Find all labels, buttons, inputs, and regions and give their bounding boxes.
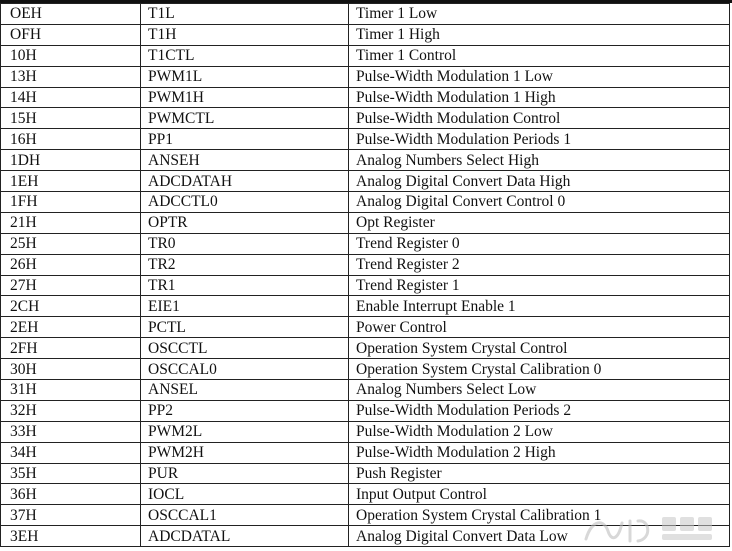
- register-name: PWM2L: [141, 421, 349, 442]
- register-name: PWM1L: [141, 66, 349, 87]
- table-row: [1, 150, 730, 171]
- register-name: TR2: [141, 254, 349, 275]
- register-address: 1FH: [1, 192, 141, 213]
- register-address: 1EH: [1, 171, 141, 192]
- register-name: EIE1: [141, 296, 349, 317]
- register-description: Analog Numbers Select Low: [349, 380, 730, 401]
- register-name: PUR: [141, 463, 349, 484]
- table-row: [1, 45, 730, 66]
- register-description: Push Register: [349, 463, 730, 484]
- table-row: [1, 275, 730, 296]
- register-description: Analog Numbers Select High: [349, 150, 730, 171]
- register-address: 14H: [1, 87, 141, 108]
- register-address: 30H: [1, 359, 141, 380]
- register-name: ADCCTL0: [141, 192, 349, 213]
- register-name: PP1: [141, 129, 349, 150]
- register-address: 10H: [1, 45, 141, 66]
- register-address: 36H: [1, 484, 141, 505]
- register-name: OPTR: [141, 212, 349, 233]
- register-name: T1CTL: [141, 45, 349, 66]
- register-name: TR1: [141, 275, 349, 296]
- register-name: PWM2H: [141, 442, 349, 463]
- register-name: TR0: [141, 233, 349, 254]
- register-name: ANSEL: [141, 380, 349, 401]
- table-row: [1, 338, 730, 359]
- register-name: OSCCAL1: [141, 505, 349, 526]
- register-address: 21H: [1, 212, 141, 233]
- register-description: Pulse-Width Modulation Periods 1: [349, 129, 730, 150]
- register-name: OSCCTL: [141, 338, 349, 359]
- table-row: [1, 233, 730, 254]
- register-address: 37H: [1, 505, 141, 526]
- register-address: 3EH: [1, 526, 141, 547]
- register-name: PP2: [141, 400, 349, 421]
- register-address: 25H: [1, 233, 141, 254]
- table-row: [1, 380, 730, 401]
- register-name: PWM1H: [141, 87, 349, 108]
- register-description: Pulse-Width Modulation 1 High: [349, 87, 730, 108]
- register-address: 27H: [1, 275, 141, 296]
- table-row: [1, 421, 730, 442]
- register-name: T1L: [141, 4, 349, 25]
- table-row: [1, 254, 730, 275]
- register-description: Operation System Crystal Calibration 0: [349, 359, 730, 380]
- register-address: 32H: [1, 400, 141, 421]
- register-address: 2CH: [1, 296, 141, 317]
- table-row: [1, 359, 730, 380]
- register-address: 2FH: [1, 338, 141, 359]
- register-description: Operation System Crystal Control: [349, 338, 730, 359]
- table-row: [1, 4, 730, 25]
- table-row: [1, 129, 730, 150]
- table-row: [1, 24, 730, 45]
- register-name: T1H: [141, 24, 349, 45]
- register-address: 35H: [1, 463, 141, 484]
- table-row: [1, 108, 730, 129]
- table-row: [1, 400, 730, 421]
- register-description: Enable Interrupt Enable 1: [349, 296, 730, 317]
- table-row: [1, 87, 730, 108]
- register-description: Timer 1 Low: [349, 4, 730, 25]
- table-row: [1, 484, 730, 505]
- register-description: Trend Register 1: [349, 275, 730, 296]
- register-address: 33H: [1, 421, 141, 442]
- table-row: [1, 192, 730, 213]
- register-description: Power Control: [349, 317, 730, 338]
- register-address: 2EH: [1, 317, 141, 338]
- table-row: [1, 296, 730, 317]
- table-row: [1, 526, 730, 547]
- register-description: Analog Digital Convert Data Low: [349, 526, 730, 547]
- register-name: PWMCTL: [141, 108, 349, 129]
- register-address: 1DH: [1, 150, 141, 171]
- register-name: ANSEH: [141, 150, 349, 171]
- register-description: Pulse-Width Modulation Periods 2: [349, 400, 730, 421]
- table-row: [1, 505, 730, 526]
- register-description: Timer 1 Control: [349, 45, 730, 66]
- register-address: 34H: [1, 442, 141, 463]
- register-name: ADCDATAH: [141, 171, 349, 192]
- table-row: [1, 212, 730, 233]
- register-description: Analog Digital Convert Control 0: [349, 192, 730, 213]
- register-address: OEH: [1, 4, 141, 25]
- register-name: ADCDATAL: [141, 526, 349, 547]
- register-description: Opt Register: [349, 212, 730, 233]
- register-description: Timer 1 High: [349, 24, 730, 45]
- register-address: 26H: [1, 254, 141, 275]
- register-name: OSCCAL0: [141, 359, 349, 380]
- table-row: [1, 66, 730, 87]
- register-table: [0, 3, 730, 547]
- register-description: Operation System Crystal Calibration 1: [349, 505, 730, 526]
- table-row: [1, 463, 730, 484]
- table-row: [1, 317, 730, 338]
- register-table-body: [1, 4, 730, 547]
- table-row: [1, 171, 730, 192]
- register-name: PCTL: [141, 317, 349, 338]
- register-description: Analog Digital Convert Data High: [349, 171, 730, 192]
- register-description: Pulse-Width Modulation 2 High: [349, 442, 730, 463]
- register-description: Pulse-Width Modulation 1 Low: [349, 66, 730, 87]
- register-description: Input Output Control: [349, 484, 730, 505]
- register-address: 31H: [1, 380, 141, 401]
- register-description: Pulse-Width Modulation Control: [349, 108, 730, 129]
- register-address: OFH: [1, 24, 141, 45]
- register-description: Pulse-Width Modulation 2 Low: [349, 421, 730, 442]
- register-address: 16H: [1, 129, 141, 150]
- register-name: IOCL: [141, 484, 349, 505]
- register-description: Trend Register 2: [349, 254, 730, 275]
- register-address: 15H: [1, 108, 141, 129]
- register-address: 13H: [1, 66, 141, 87]
- register-description: Trend Register 0: [349, 233, 730, 254]
- table-row: [1, 442, 730, 463]
